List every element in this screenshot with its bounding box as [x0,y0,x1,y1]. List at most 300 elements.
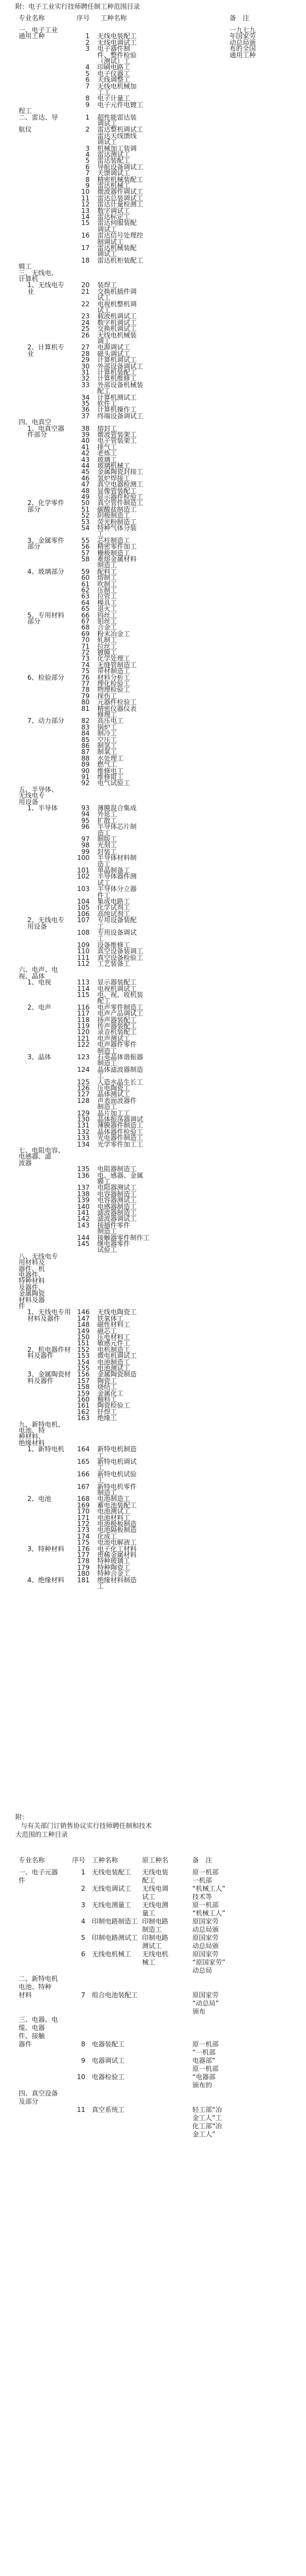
cell-name: 电、感器、金属 [97,1171,144,1179]
cell-name: 显示器件检验工 [97,493,144,501]
cell-name: 电池制造工 [97,1495,131,1503]
cell-no: 59 [81,567,90,575]
cell-name: 压电材料工 [97,1333,131,1341]
cell-sub: 4、玻璃部分 [27,567,64,575]
cell-name: 电池材料工 [97,1513,131,1522]
cell-name: 氢炉焊接工 [97,474,131,482]
cell-name: 轧制工 [97,636,117,644]
cell-major: 一、电子元器 [19,1868,58,1876]
cell-sub: 料及器件 [27,1376,54,1385]
cell-orig: 试工 [142,1893,156,1901]
cell-no: 156 [77,1370,90,1379]
cell-name: 电声测试工 [97,1034,131,1042]
cell-name: 无线电调试工 [92,1885,132,1892]
cell-name: 半导体分立器 [97,885,137,893]
cell-no: 142 [77,1215,90,1223]
cell-note: 动总局颁 [229,38,256,46]
cell-name: 计算机调试工 [97,356,137,364]
cell-name: 雷达计量检测工 [97,200,144,209]
cell-name: 扩散工 [97,816,117,824]
cell-orig: 配工 [142,1877,156,1884]
cell-note: 布的全国 [229,45,256,53]
cell-name: 粉末冶金工 [97,630,131,638]
cell-no: 16 [81,232,90,240]
cell-no: 160 [77,1396,90,1403]
cell-name: 金属化工 [97,1389,124,1397]
cell-name: 晶片加工工 [97,1109,131,1117]
cell-name: 无缝管制造工 [97,661,137,669]
cell-name: 电视机调试工 [97,984,137,993]
cell-name: 雷达装配工 [97,157,131,165]
cell-no: 119 [77,1022,90,1030]
cell-name: 雷达机柜装配工 [97,256,144,264]
cell-no: 64 [81,598,90,607]
cell-sub: 2、机电器件材 [27,1345,71,1354]
cell-no: 179 [77,1563,90,1571]
cell-name: 电器装配工 [92,2040,125,2048]
cell-note: 动总局颁 [192,1942,219,1950]
cell-name: 玻璃工 [97,455,117,464]
cell-name: 制造工 [97,1047,117,1055]
cell-name: 封装工 [97,847,117,856]
cell-sub: 2、电池 [27,1495,51,1503]
cell-name: 交换机插件调 [97,287,137,295]
cell-name: 雷达机械工 [97,182,131,189]
cell-name: 电机制造工 [97,1345,131,1354]
cell-no: 25 [81,325,90,333]
cell-name: 调试工 [97,250,117,258]
cell-sub: 料及器件 [27,1352,54,1360]
cell-note: “机械工人” [192,1909,226,1917]
cell-name: 传声器装配工 [97,1022,137,1030]
cell-major: 器件、机 [19,1265,45,1273]
cell-name: 外部设备调试工 [97,362,144,370]
cell-name: 精密零件加工 [97,543,137,551]
cell-no: 66 [81,611,90,619]
cell-major: 二、雷达、导 [19,113,58,121]
cell-no: 109 [77,941,90,949]
cell-name: 配料工 [97,567,117,575]
cell-sub: 4、绝缘材料 [27,1576,64,1584]
cell-no: 83 [81,723,90,731]
cell-note: 原国家劳 [192,1950,219,1958]
cell-no: 118 [77,1016,90,1024]
cell-name: 制造工 [97,1489,117,1497]
cell-name: 精密仪器仪表 [97,704,137,713]
cell-major: 电池、特 [19,1427,45,1434]
cell-no: 168 [77,1495,90,1503]
cell-no: 4 [81,1918,85,1925]
cell-name: 接插件零件 [97,1221,131,1229]
cell-no: 36 [81,406,90,414]
cell-no: 1 [85,32,90,40]
cell-no: 18 [81,256,90,264]
cell-name: 理化检验工 [97,680,131,687]
cell-no: 43 [81,455,90,464]
cell-name: 制造工 [97,561,117,569]
section2-title-line1: 附： [15,1813,29,1821]
cell-note: 原一机部 [192,2065,219,2073]
cell-major: 电器件、 [19,1271,45,1279]
cell-note: 通用工种 [229,51,256,59]
cell-no: 135 [77,1165,90,1173]
cell-name: 计算机操作工 [97,406,137,414]
cell-name: 吹制工 [97,580,117,588]
cell-name: 专用设备调试 [97,929,137,936]
cell-no: 61 [81,580,90,588]
cell-name: 雷达伺服装配 [97,219,137,227]
cell-name: 滤波器制造工 [97,1209,137,1216]
cell-no: 161 [77,1402,90,1410]
cell-name: 特种陶瓷工 [97,1563,131,1571]
cell-name: 光刻工 [97,841,117,850]
cell-name: 电池极板制造 [97,1520,137,1528]
cell-name: 带材制造工 [97,667,131,675]
cell-name: 计算机测试工 [97,393,137,401]
cell-no: 4 [85,151,90,158]
cell-no: 34 [81,393,90,401]
cell-major: 六、电声、电 [19,966,58,974]
cell-name: 电子仪器工 [97,69,131,78]
cell-no: 69 [81,630,90,638]
header-name: 工种名称 [101,14,127,22]
cell-sub: 3、特种材料 [27,1545,64,1553]
cell-no: 138 [77,1190,90,1198]
cell-major: 用设备 [19,798,39,806]
cell-no: 41 [81,443,90,451]
cell-no: 42 [81,449,90,458]
cell-name: 制造工 [97,1103,117,1111]
cell-no: 8 [85,94,90,103]
cell-name: 雷达机械装配 [97,244,137,252]
cell-no: 1 [81,1868,85,1876]
cell-major: 件 [19,1877,26,1884]
cell-no: 71 [81,642,90,650]
cell-name: 电容器测试工 [97,1196,137,1204]
cell-sub: 业 [27,349,34,358]
cell-name: 膜工 [97,1178,111,1185]
cell-name: 导航设备调试工 [97,163,144,171]
cell-no: 149 [77,1327,90,1335]
cell-name: 金属陶瓷制造 [97,1370,137,1379]
cell-name: 交换机调试工 [97,325,137,333]
cell-no: 113 [77,978,90,987]
cell-major: 一、电子工业 [19,26,58,34]
cell-major: 通用工种 [19,32,45,40]
cell-no: 143 [77,1221,90,1229]
cell-name: 特种玻璃工 [97,1557,131,1565]
cell-name: 石英晶体谐振器 [97,1053,144,1061]
cell-name: 真空设备装调工 [97,947,144,955]
cell-sub: 用设备 [27,922,48,930]
cell-no: 54 [81,524,90,532]
cell-no: 51 [81,505,90,513]
cell-no: 150 [77,1333,90,1341]
cell-no: 164 [77,1445,90,1453]
cell-no: 53 [81,518,90,526]
cell-name: 专用设备装配 [97,916,137,924]
cell-no: 87 [81,748,90,756]
cell-sub: 1、新特电机 [27,1445,64,1453]
cell-sub: 3、金属零件 [27,536,64,544]
cell-name: 荧光粉制造工 [97,518,137,526]
cell-no: 85 [81,735,90,744]
cell-name: 显示器装配工 [97,978,137,987]
cell-name: 雷达信号处理控 [97,232,144,240]
cell-name: 扬声器装配工 [97,1016,137,1024]
cell-major: 材料 [19,1991,32,1999]
cell-no: 62 [81,586,90,594]
cell-no: 107 [77,916,90,924]
cell-no: 94 [81,810,90,818]
cell-sub: 1、无线电专 [27,281,64,289]
cell-name: 陶瓷工 [97,1376,117,1385]
cell-no: 29 [81,356,90,364]
cell-no: 169 [77,1501,90,1509]
cell-name: 退火工 [97,605,117,613]
cell-name: 电池电解液工 [97,1539,137,1547]
cell-name: 绝缘材料制造 [97,1576,137,1584]
cell-name: 磁芯工 [97,1327,117,1335]
cell-no: 96 [81,823,90,831]
cell-sub: 3、金属陶瓷材 [27,1370,71,1379]
cell-note: “动总局” [192,1999,219,2007]
cell-major: 特种材料 [19,1277,45,1285]
cell-name: 电子管装架工 [97,437,137,445]
cell-name: 印刷电路工 [97,63,131,72]
cell-name: 电器检验工 [92,2073,125,2081]
cell-no: 6 [81,1950,85,1958]
cell-name: 电池隔板制造 [97,1526,137,1534]
cell-no: 63 [81,592,90,601]
s2-header-name: 工种名称 [92,1856,119,1864]
cell-name: 电感器制造工 [97,1202,137,1210]
cell-no: 171 [77,1513,90,1522]
cell-major: 八、无线电专 [19,1252,58,1260]
cell-name: 调工 [97,337,111,345]
cell-major: 视、晶体 [19,972,45,980]
cell-sub: 1、电真空器 [27,424,64,432]
cell-no: 55 [81,536,90,544]
cell-no: 32 [81,375,90,383]
cell-name: 电子器件制 [97,45,131,53]
cell-no: 126 [77,1084,90,1092]
cell-no: 68 [81,624,90,632]
cell-name: （测试）工 [97,57,131,65]
cell-name: 模具工 [97,598,117,607]
cell-name: 铁氧体工 [97,1314,124,1322]
cell-name: 难熔金属材料 [97,555,137,563]
cell-name: 钨丝工 [97,611,117,619]
s2-header-no: 序号 [72,1856,86,1864]
cell-no: 172 [77,1520,90,1528]
cell-name: 老炼工 [97,449,117,458]
section2-title-line3: 大范围的工种目录 [15,1831,68,1838]
header-note: 备 注 [229,14,250,22]
cell-no: 33 [81,381,90,389]
cell-name: 工 [97,922,104,930]
cell-no: 48 [81,486,90,495]
cell-name: 水处理工 [97,754,124,762]
cell-name: 试工 [97,306,111,314]
header-major: 专业名称 [19,14,45,22]
cell-name: 装焊工 [97,281,117,289]
cell-sub: 2、化学零件 [27,499,64,507]
cell-name: 空压工 [97,735,117,744]
cell-name: 调试工 [97,138,117,146]
cell-no: 165 [77,1458,90,1465]
cell-note: 电器部” [192,2057,216,2064]
cell-orig: 制造工 [142,1926,162,1933]
cell-sub: 1、无线电专用 [27,1308,71,1316]
cell-note: 轻工部“冶 [192,2106,222,2114]
cell-name: 晶体测试工 [97,1090,131,1099]
cell-no: 175 [77,1539,90,1547]
cell-no: 7 [85,169,90,177]
cell-no: 114 [77,984,90,993]
cell-name: 新特电机零件 [97,1482,137,1491]
cell-no: 12 [81,200,90,209]
cell-name: 高压电工 [97,717,124,725]
cell-no: 101 [77,866,90,874]
cell-no: 73 [81,655,90,663]
cell-name: 工 [97,530,104,538]
cell-no: 80 [81,698,90,707]
cell-name: 天线调整工 [97,76,131,84]
cell-name: 电声零件制造工 [97,1003,144,1011]
cell-name: 无线电机械加 [97,82,137,90]
cell-name: 材料分析工 [97,673,131,681]
section2-title [15,1813,299,1839]
cell-no: 148 [77,1321,90,1329]
cell-no: 11 [76,2106,85,2114]
cell-no: 70 [81,636,90,644]
cell-no: 130 [77,1115,90,1123]
cell-major: 电感器、滤 [19,1153,52,1161]
cell-name: 新特电机制造 [97,1445,137,1453]
cell-name: 组合电池装配工 [92,1991,138,1999]
cell-major: 电池、特种 [19,1983,52,1991]
cell-name: 调试工 [97,120,117,127]
cell-name: 电池测试工 [97,1507,131,1516]
cell-no: 6 [85,163,90,171]
cell-name: 电、视、收机装 [97,991,144,999]
cell-name: 特种合金工 [97,1570,131,1578]
cell-sub: 业 [27,287,34,295]
cell-name: 计算机装配工 [97,369,137,376]
cell-no: 17 [81,244,90,252]
cell-name: 碳酸盐制造工 [97,505,137,513]
cell-name: 光电器件制造工 [97,1134,144,1142]
cell-no: 154 [77,1358,90,1366]
cell-no: 89 [81,761,90,769]
cell-orig: 印制电路 [142,1918,169,1925]
cell-name: 雷达标定工 [97,213,131,221]
cell-major: 缆、电器 [19,2024,45,2032]
cell-no: 139 [77,1196,90,1204]
cell-name: 电池制造工 [97,1358,131,1366]
header-no: 序号 [76,14,90,22]
cell-name: 贵稀金属材料 [97,1551,137,1559]
cell-no: 91 [81,773,90,781]
cell-no: 129 [77,1109,90,1117]
cell-no: 44 [81,462,90,470]
cell-name: 机械加工装调 [97,144,137,152]
cell-name: 维修钳工 [97,773,124,781]
cell-name: 造工 [97,829,111,837]
cell-major: 材料及器 [19,1296,45,1304]
cell-name: 栅极制造工 [97,549,131,557]
cell-name: 绝缘工 [97,1414,117,1422]
cell-name: 制版工 [97,835,117,843]
cell-major: 辑工 [19,263,32,271]
cell-no: 167 [77,1482,90,1491]
cell-name: 工 [97,1072,104,1080]
cell-major: 绝缘材料 [19,1439,45,1447]
cell-no: 57 [81,549,90,557]
cell-no: 116 [77,1003,90,1011]
cell-no: 26 [81,331,90,339]
cell-no: 7 [85,82,90,90]
cell-name: 真空设备检验工 [97,953,144,961]
cell-no: 37 [81,412,90,420]
cell-name: 化学处理工 [97,655,131,663]
cell-no: 14 [81,213,90,221]
cell-no: 144 [77,1233,90,1242]
cell-major: 器件 [19,2040,32,2048]
cell-sub: 6、检验部分 [27,673,64,681]
cell-name: 数字调试工 [97,206,131,215]
cell-name: 烧结工 [97,1383,117,1391]
cell-no: 125 [77,1078,90,1086]
cell-note: 原国家劳 [192,1918,219,1925]
cell-note: 颁布的 [192,2081,213,2089]
cell-name: 外延工 [97,810,117,818]
cell-name: 雷达总装调试工 [97,194,144,202]
cell-sub: 5、专用材料 [27,611,64,619]
cell-no: 8 [81,2040,85,2048]
cell-no: 180 [77,1570,90,1578]
cell-no: 106 [77,910,90,918]
cell-no: 23 [81,312,90,320]
cell-name: 金属陶瓷封接工 [97,468,144,476]
cell-no: 120 [77,1028,90,1036]
cell-major: 及部分 [19,2098,39,2105]
cell-major: 种材料、 [19,1433,45,1441]
cell-no: 153 [77,1352,90,1360]
cell-no: 10 [76,2073,85,2081]
cell-note: 一机部 [192,1877,213,1884]
cell-name: 光学零件加工工 [97,1140,144,1148]
cell-no: 82 [81,717,90,725]
cell-no: 3 [81,1901,85,1909]
cell-name: 计算机维修工 [97,375,137,383]
cell-name: 电子计量工 [97,94,131,103]
cell-name: 显像管装配工 [97,486,137,495]
cell-name: 拉管工 [97,592,117,601]
cell-orig: 无线电装 [142,1868,169,1876]
cell-name: 工 [97,1582,104,1590]
cell-name: 磁头调试工 [97,349,131,358]
cell-no: 176 [77,1545,90,1553]
cell-name: 制冷工 [97,729,117,738]
cell-name: 无线电测量工 [92,1901,132,1909]
cell-name: 终端设备调试工 [97,412,144,420]
cell-no: 38 [81,424,90,432]
cell-no: 4 [85,63,90,72]
cell-no: 28 [81,349,90,358]
cell-sub: 2、计算机专 [27,343,64,352]
